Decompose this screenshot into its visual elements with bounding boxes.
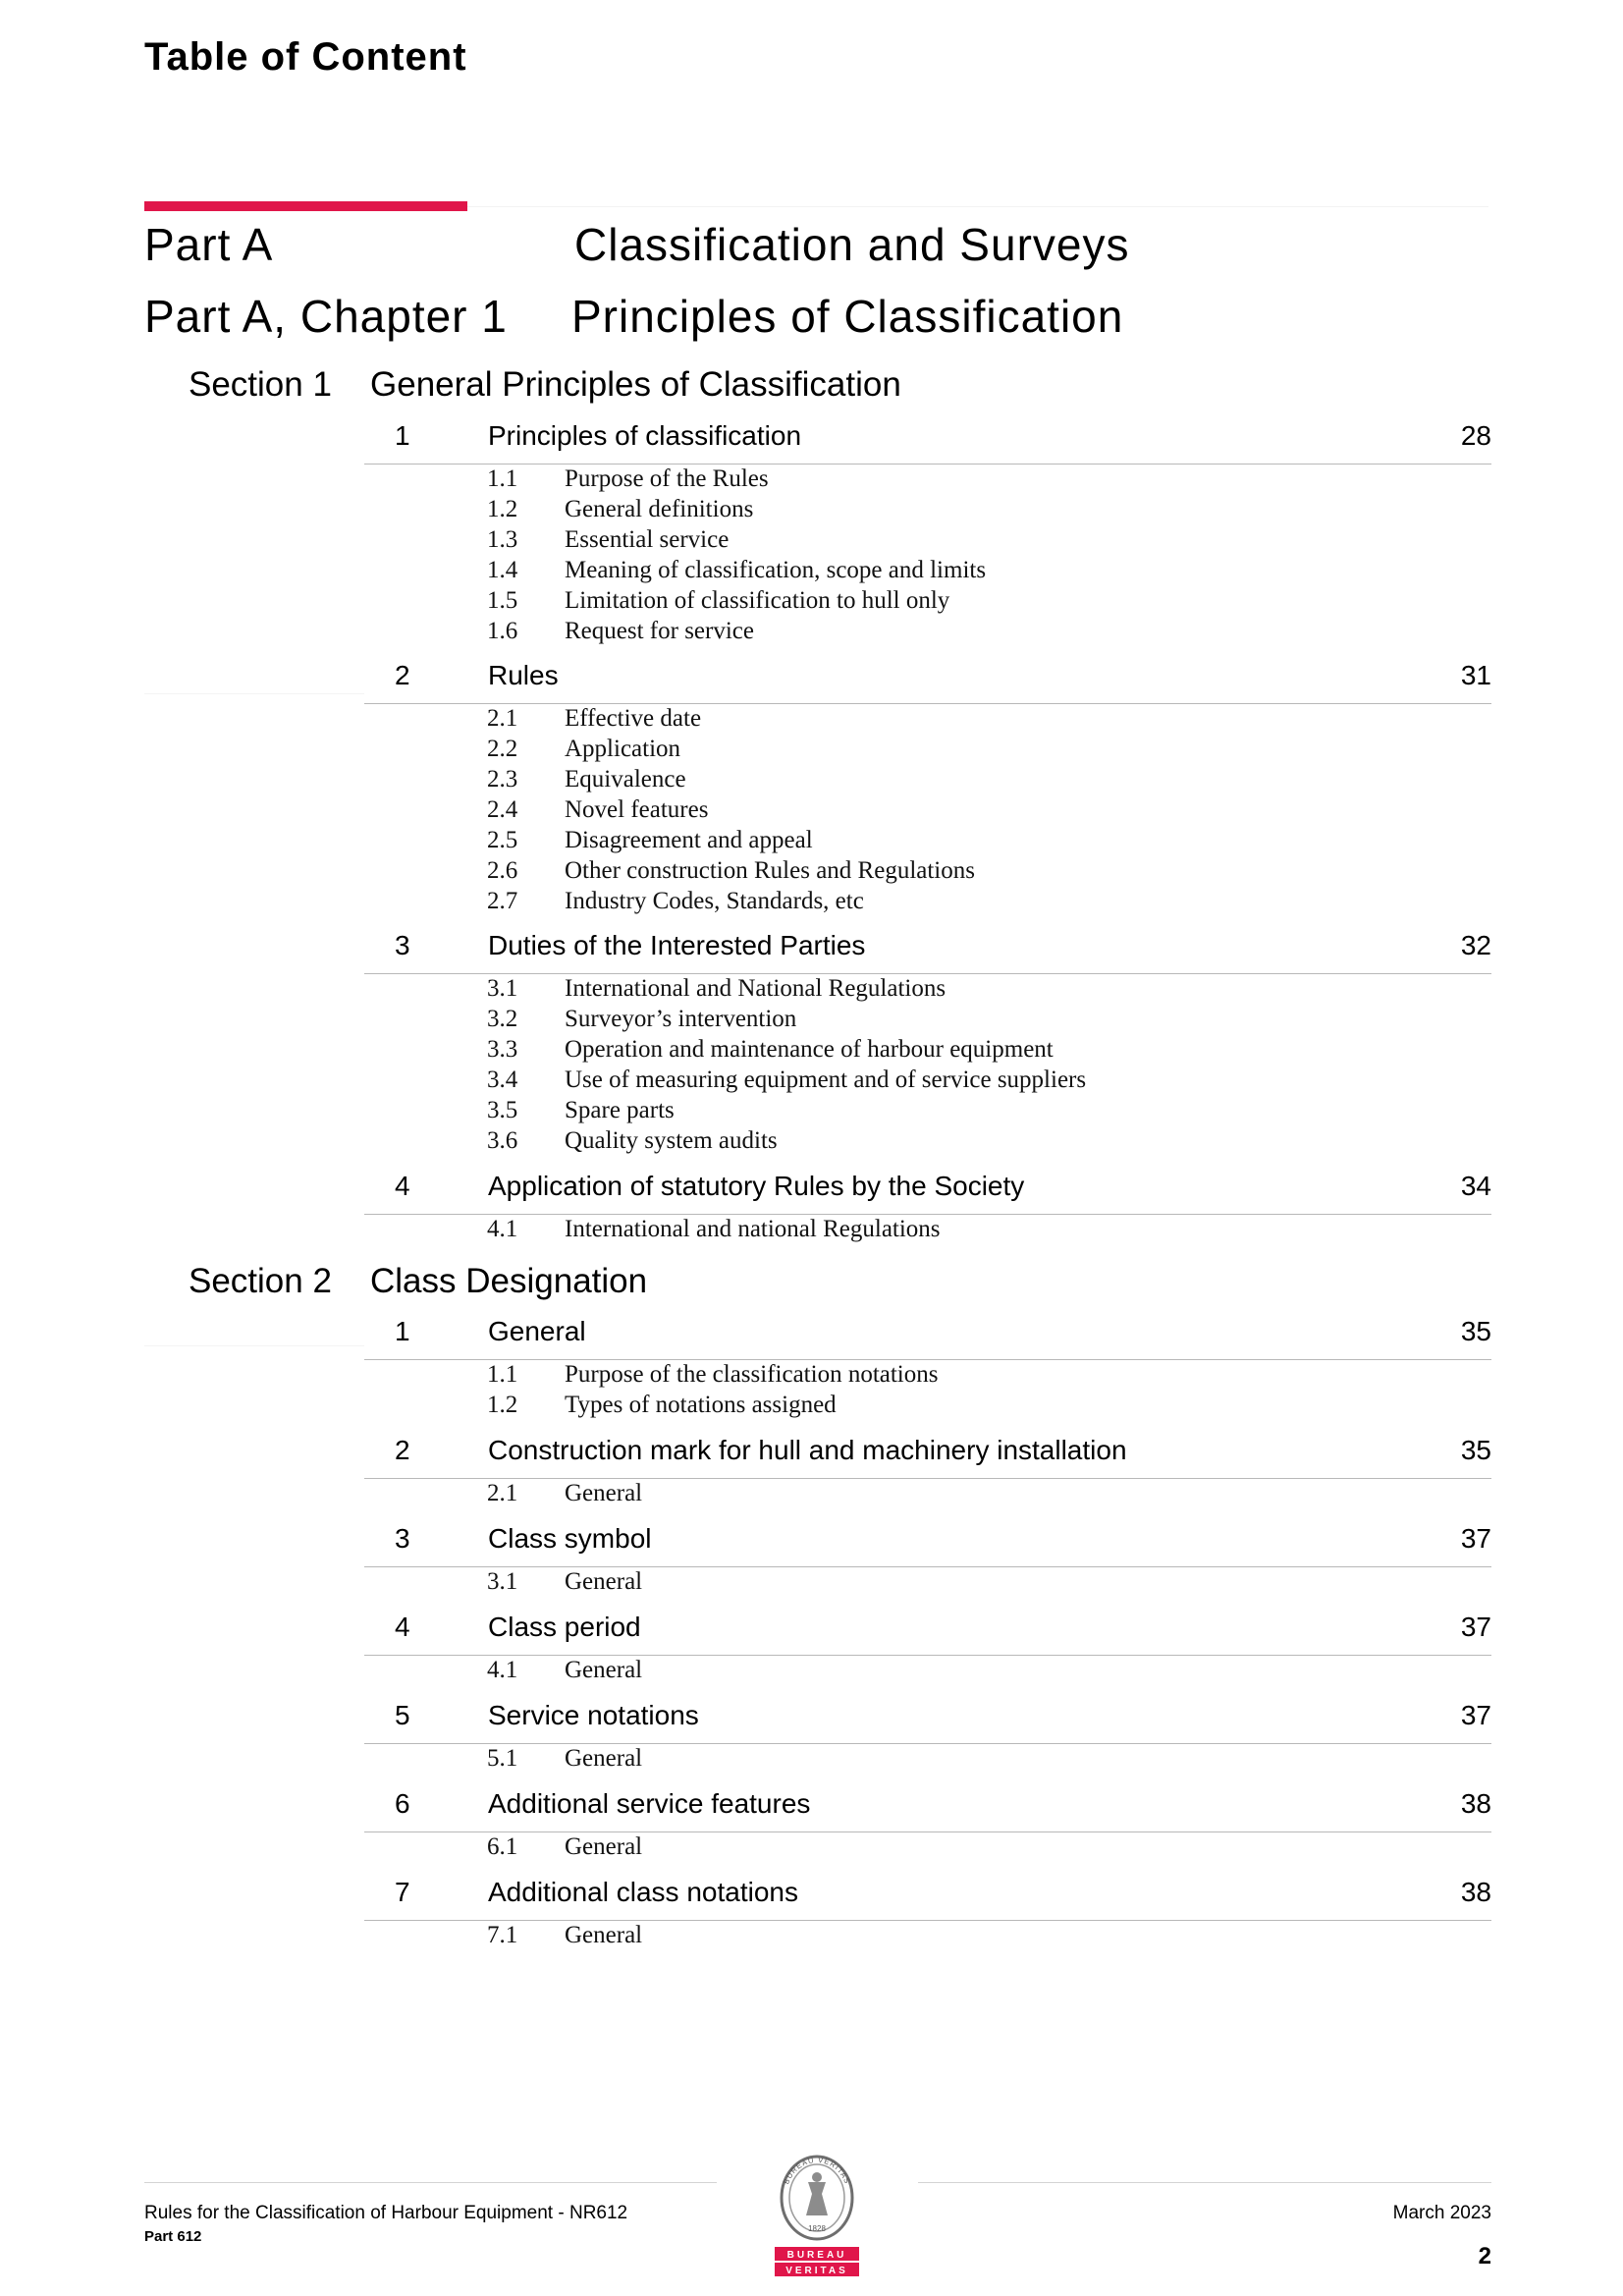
- subsection-number: 1.1: [487, 465, 518, 492]
- divider: [144, 693, 364, 694]
- subsection-title: Types of notations assigned: [565, 1392, 837, 1418]
- chapter-title: Principles of Classification: [571, 291, 1124, 342]
- article-number: 2: [395, 660, 410, 690]
- article-title[interactable]: Rules: [488, 660, 559, 690]
- subsection-number: 3.6: [487, 1127, 518, 1154]
- subsection-title: General: [565, 1833, 643, 1860]
- article-title[interactable]: Class period: [488, 1612, 641, 1642]
- article-number: 3: [395, 1523, 410, 1554]
- divider: [144, 1345, 364, 1346]
- subsection-number: 2.2: [487, 736, 518, 762]
- toc-article[interactable]: [364, 654, 1491, 704]
- subsection-title: International and national Regulations: [565, 1216, 941, 1242]
- article-title[interactable]: Class symbol: [488, 1523, 652, 1554]
- header-rule: [467, 206, 1488, 207]
- part-label: Part A: [144, 219, 274, 270]
- section-label: Section 2: [189, 1262, 332, 1300]
- article-title[interactable]: Duties of the Interested Parties: [488, 930, 866, 960]
- article-page: 32: [1460, 930, 1491, 960]
- subsection-number: 1.6: [487, 618, 518, 644]
- subsection-number: 3.2: [487, 1006, 518, 1032]
- page-title: Table of Content: [144, 35, 467, 79]
- subsection-number: 6.1: [487, 1833, 518, 1860]
- toc-article[interactable]: [364, 1310, 1491, 1360]
- article-page: 35: [1460, 1316, 1491, 1346]
- subsection-number: 2.7: [487, 888, 518, 914]
- subsection-number: 4.1: [487, 1657, 518, 1683]
- subsection-number: 5.1: [487, 1745, 518, 1772]
- subsection-number: 3.3: [487, 1036, 518, 1063]
- footer-document-title: Rules for the Classification of Harbour Equipment - NR612: [144, 2203, 628, 2223]
- part-heading: [144, 218, 1130, 271]
- logo-arc-text: BUREAU VERITAS: [782, 2155, 852, 2186]
- subsection-title: Novel features: [565, 796, 709, 823]
- section-label: Section 1: [189, 365, 332, 404]
- article-title[interactable]: Additional class notations: [488, 1877, 798, 1907]
- chapter-heading: [144, 290, 1124, 343]
- subsection-number: 2.4: [487, 796, 518, 823]
- toc-article[interactable]: [364, 1782, 1491, 1832]
- article-page: 37: [1460, 1523, 1491, 1554]
- subsection-number: 1.2: [487, 1392, 518, 1418]
- subsection-title: Use of measuring equipment and of service suppliers: [565, 1066, 1087, 1093]
- subsection-number: 1.5: [487, 587, 518, 614]
- article-title[interactable]: Principles of classification: [488, 420, 802, 451]
- subsection-title: Spare parts: [565, 1097, 675, 1123]
- subsection-title: General: [565, 1480, 643, 1506]
- subsection-number: 1.4: [487, 557, 518, 583]
- toc-article[interactable]: [364, 1694, 1491, 1744]
- article-page: 38: [1460, 1877, 1491, 1907]
- article-page: 31: [1460, 660, 1491, 690]
- article-title[interactable]: Construction mark for hull and machinery installation: [488, 1435, 1127, 1465]
- toc-article[interactable]: [364, 1606, 1491, 1656]
- toc-article[interactable]: [364, 1871, 1491, 1921]
- article-title[interactable]: Service notations: [488, 1700, 699, 1730]
- subsection-number: 7.1: [487, 1922, 518, 1948]
- logo-year: 1828: [808, 2224, 826, 2233]
- subsection-title: Purpose of the Rules: [565, 465, 769, 492]
- subsection-number: 3.1: [487, 1568, 518, 1595]
- logo-word-bureau: BUREAU: [786, 2250, 847, 2261]
- subsection-title: Disagreement and appeal: [565, 827, 813, 853]
- subsection-title: General: [565, 1568, 643, 1595]
- article-number: 7: [395, 1877, 410, 1907]
- subsection-title: Surveyor’s intervention: [565, 1006, 797, 1032]
- bureau-veritas-logo: [773, 2151, 861, 2280]
- article-page: 35: [1460, 1435, 1491, 1465]
- subsection-number: 1.3: [487, 526, 518, 553]
- subsection-title: Operation and maintenance of harbour equipment: [565, 1036, 1054, 1063]
- subsection-title: Essential service: [565, 526, 730, 553]
- subsection-number: 4.1: [487, 1216, 518, 1242]
- toc-article[interactable]: [364, 1165, 1491, 1215]
- article-title[interactable]: Additional service features: [488, 1788, 811, 1819]
- article-page: 34: [1460, 1171, 1491, 1201]
- chapter-label: Part A, Chapter 1: [144, 291, 508, 342]
- article-title[interactable]: General: [488, 1316, 586, 1346]
- subsection-number: 2.5: [487, 827, 518, 853]
- toc-article[interactable]: [364, 1517, 1491, 1567]
- subsection-title: Equivalence: [565, 766, 686, 793]
- article-number: 1: [395, 420, 410, 451]
- subsection-number: 3.4: [487, 1066, 518, 1093]
- subsection-number: 2.1: [487, 1480, 518, 1506]
- section-title: General Principles of Classification: [370, 365, 901, 404]
- section-heading: [189, 1262, 648, 1301]
- subsection-title: General: [565, 1922, 643, 1948]
- subsection-title: International and National Regulations: [565, 975, 947, 1002]
- article-number: 2: [395, 1435, 410, 1465]
- article-number: 5: [395, 1700, 410, 1730]
- footer-rule-left: [144, 2182, 717, 2183]
- subsection-title: Industry Codes, Standards, etc: [565, 888, 864, 914]
- footer-part: Part 612: [144, 2228, 202, 2245]
- subsection-number: 2.6: [487, 857, 518, 884]
- article-page: 38: [1460, 1788, 1491, 1819]
- accent-bar: [144, 201, 467, 211]
- footer-rule-right: [918, 2182, 1491, 2183]
- article-number: 6: [395, 1788, 410, 1819]
- subsection-title: Effective date: [565, 705, 702, 732]
- subsection-title: Meaning of classification, scope and limits: [565, 557, 987, 583]
- subsection-title: General: [565, 1657, 643, 1683]
- toc-article[interactable]: [364, 924, 1491, 974]
- subsection-title: Other construction Rules and Regulations: [565, 857, 975, 884]
- section-title: Class Designation: [370, 1262, 648, 1300]
- article-page: 37: [1460, 1612, 1491, 1642]
- article-page: 37: [1460, 1700, 1491, 1730]
- subsection-number: 2.1: [487, 705, 518, 732]
- subsection-title: Quality system audits: [565, 1127, 778, 1154]
- subsection-number: 2.3: [487, 766, 518, 793]
- subsection-number: 3.1: [487, 975, 518, 1002]
- article-page: 28: [1460, 420, 1491, 451]
- page-number: 2: [1478, 2243, 1491, 2269]
- subsection-number: 1.1: [487, 1361, 518, 1388]
- article-title[interactable]: Application of statutory Rules by the Society: [488, 1171, 1025, 1201]
- footer-date: March 2023: [1392, 2203, 1491, 2223]
- article-number: 3: [395, 930, 410, 960]
- subsection-title: Application: [565, 736, 681, 762]
- subsection-title: Purpose of the classification notations: [565, 1361, 939, 1388]
- article-number: 1: [395, 1316, 410, 1346]
- subsection-number: 3.5: [487, 1097, 518, 1123]
- article-number: 4: [395, 1171, 410, 1201]
- subsection-title: Request for service: [565, 618, 754, 644]
- subsection-title: General definitions: [565, 496, 754, 522]
- toc-article[interactable]: [364, 1429, 1491, 1479]
- subsection-title: Limitation of classification to hull only: [565, 587, 950, 614]
- section-heading: [189, 365, 901, 405]
- part-title: Classification and Surveys: [574, 219, 1130, 270]
- article-number: 4: [395, 1612, 410, 1642]
- logo-word-veritas: VERITAS: [785, 2266, 848, 2276]
- subsection-title: General: [565, 1745, 643, 1772]
- toc-article[interactable]: [364, 414, 1491, 465]
- subsection-number: 1.2: [487, 496, 518, 522]
